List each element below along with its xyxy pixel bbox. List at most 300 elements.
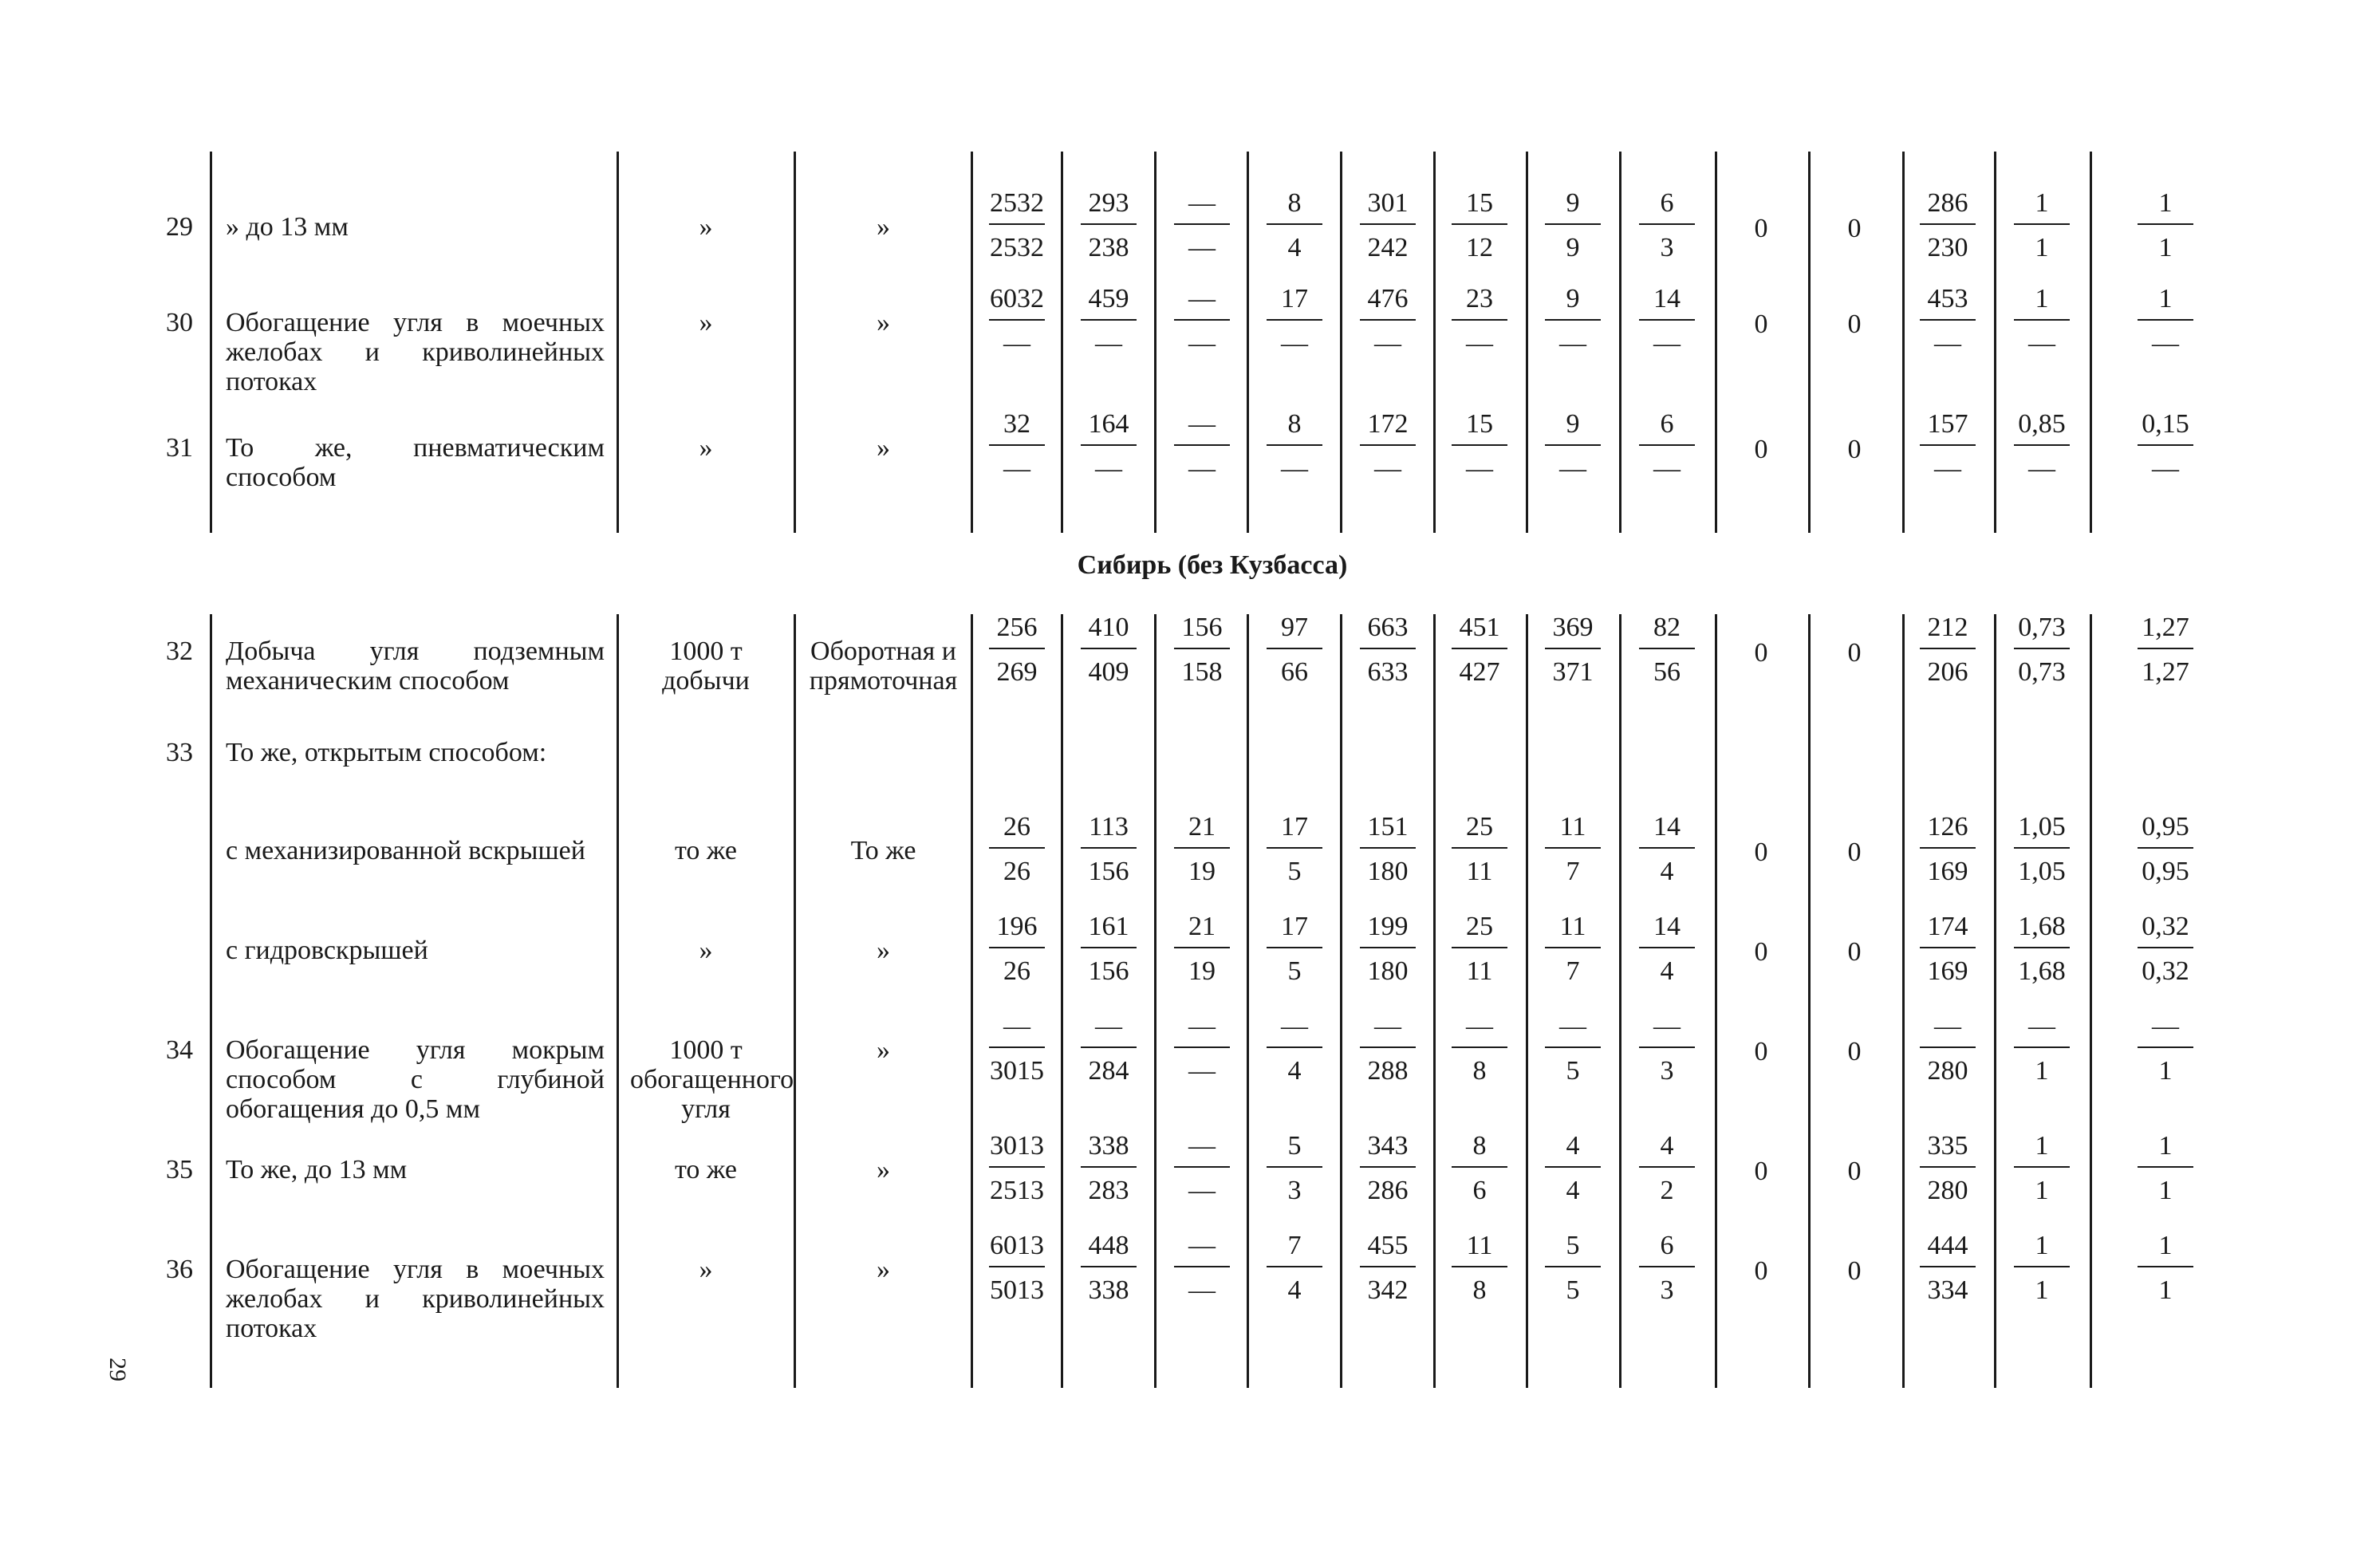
fraction-bar <box>1174 1266 1230 1267</box>
fraction-bar <box>1360 1046 1416 1048</box>
fraction-cell <box>1908 1013 1988 1088</box>
lower-column-rule <box>1061 614 1063 1388</box>
fraction-bar <box>1174 947 1230 948</box>
value-cell: 0 <box>1847 1037 1862 1066</box>
fraction-bar <box>1920 1046 1976 1048</box>
fraction-cell <box>977 1133 1057 1208</box>
numerator: 453 <box>1927 284 1968 313</box>
fraction-cell <box>2002 1013 2082 1088</box>
fraction-bar <box>1081 648 1137 649</box>
fraction-bar <box>1639 947 1695 948</box>
fraction-bar <box>1360 223 1416 225</box>
denominator: — <box>1466 329 1493 358</box>
fraction-bar <box>1545 1046 1601 1048</box>
denominator: — <box>1466 454 1493 483</box>
denominator: 3 <box>1287 1176 1302 1205</box>
value-cell: 0 <box>1754 638 1768 668</box>
value-cell: 0 <box>1754 214 1768 243</box>
value-cell: 0 <box>1754 309 1768 339</box>
fraction-bar <box>1452 223 1507 225</box>
fraction-bar <box>2138 1266 2193 1267</box>
fraction-cell <box>1255 190 1334 265</box>
denominator: 206 <box>1927 657 1968 687</box>
denominator: — <box>1003 454 1030 483</box>
fraction-cell <box>977 614 1057 689</box>
numerator: 0,73 <box>2018 613 2066 642</box>
numerator: 7 <box>1287 1231 1302 1260</box>
numerator: 32 <box>1003 409 1030 439</box>
upper-column-rule <box>794 152 796 533</box>
row-number: 31 <box>166 433 193 463</box>
fraction-bar <box>2014 1046 2070 1048</box>
numerator: 6013 <box>990 1231 1044 1260</box>
denominator: 1 <box>2158 1275 2173 1305</box>
numerator: 3013 <box>990 1131 1044 1161</box>
fraction-cell <box>1255 286 1334 361</box>
numerator: 369 <box>1552 613 1594 642</box>
fraction-bar <box>1174 1166 1230 1168</box>
numerator: 1 <box>2035 188 2049 218</box>
fraction-bar <box>1920 1266 1976 1267</box>
row-unit: » <box>699 1255 713 1284</box>
fraction-cell <box>977 1232 1057 1307</box>
numerator: 2532 <box>990 188 1044 218</box>
fraction-bar <box>2138 223 2193 225</box>
upper-column-rule <box>971 152 973 533</box>
fraction-cell <box>1440 1133 1519 1208</box>
fraction-cell <box>1533 190 1613 265</box>
fraction-bar <box>1639 319 1695 321</box>
numerator: 15 <box>1466 409 1493 439</box>
denominator: 156 <box>1088 956 1129 986</box>
fraction-cell <box>1627 286 1707 361</box>
row-number: 34 <box>166 1035 193 1065</box>
upper-column-rule <box>1247 152 1249 533</box>
fraction-bar <box>2138 319 2193 321</box>
fraction-bar <box>1081 947 1137 948</box>
fraction-cell <box>1162 411 1242 486</box>
fraction-cell <box>1069 1013 1149 1088</box>
fraction-bar <box>1174 648 1230 649</box>
numerator: 343 <box>1367 1131 1409 1161</box>
fraction-bar <box>1545 223 1601 225</box>
fraction-cell <box>1533 411 1613 486</box>
fraction-bar <box>1267 1266 1322 1267</box>
denominator: 371 <box>1552 657 1594 687</box>
fraction-cell <box>977 286 1057 361</box>
denominator: 1 <box>2035 233 2049 262</box>
fraction-bar <box>1639 1046 1695 1048</box>
denominator: — <box>1188 1176 1216 1205</box>
fraction-bar <box>1545 847 1601 849</box>
numerator: 161 <box>1088 912 1129 941</box>
fraction-bar <box>1267 1166 1322 1168</box>
denominator: 5 <box>1566 1275 1580 1305</box>
numerator: 25 <box>1466 812 1493 842</box>
fraction-bar <box>1545 1266 1601 1267</box>
numerator: 1 <box>2035 1231 2049 1260</box>
fraction-bar <box>1360 319 1416 321</box>
upper-column-rule <box>2090 152 2092 533</box>
denominator: 8 <box>1472 1275 1487 1305</box>
fraction-bar <box>1174 847 1230 849</box>
denominator: 156 <box>1088 857 1129 886</box>
fraction-bar <box>1545 444 1601 446</box>
row-unit: » <box>699 212 713 242</box>
denominator: 1 <box>2035 1275 2049 1305</box>
numerator: 5 <box>1566 1231 1580 1260</box>
fraction-cell <box>1348 411 1428 486</box>
denominator: — <box>1188 233 1216 262</box>
numerator: 11 <box>1559 912 1586 941</box>
fraction-cell <box>1908 411 1988 486</box>
value-cell: 0 <box>1847 435 1862 464</box>
fraction-bar <box>2014 1266 2070 1267</box>
numerator: 6032 <box>990 284 1044 313</box>
fraction-cell <box>1908 1133 1988 1208</box>
lower-column-rule <box>1619 614 1621 1388</box>
row-description: с гидровскрышей <box>226 936 428 965</box>
fraction-bar <box>1081 1166 1137 1168</box>
value-cell: 0 <box>1754 937 1768 967</box>
fraction-bar <box>1545 319 1601 321</box>
numerator: 21 <box>1188 812 1216 842</box>
fraction-cell <box>2002 814 2082 889</box>
denominator: — <box>1374 454 1401 483</box>
numerator: — <box>1188 409 1216 439</box>
row-description: Обогащение угля в моечных желобах и криволинейных потоках <box>226 308 605 396</box>
row-description: Обогащение угля в моечных желобах и криволинейных потоках <box>226 1255 605 1343</box>
numerator: — <box>1653 1011 1681 1041</box>
fraction-cell <box>1348 1013 1428 1088</box>
fraction-bar <box>1081 223 1137 225</box>
numerator: 156 <box>1181 613 1223 642</box>
value-cell: 0 <box>1847 1157 1862 1186</box>
denominator: — <box>1281 329 1308 358</box>
denominator: 3015 <box>990 1056 1044 1086</box>
fraction-cell <box>1348 1133 1428 1208</box>
numerator: 11 <box>1559 812 1586 842</box>
fraction-bar <box>1267 223 1322 225</box>
fraction-cell <box>1908 286 1988 361</box>
numerator: 459 <box>1088 284 1129 313</box>
fraction-bar <box>1360 648 1416 649</box>
fraction-bar <box>989 1046 1045 1048</box>
upper-column-rule <box>210 152 212 533</box>
upper-column-rule <box>1154 152 1157 533</box>
fraction-cell <box>1627 411 1707 486</box>
fraction-bar <box>1452 444 1507 446</box>
upper-column-rule <box>1061 152 1063 533</box>
numerator: — <box>1188 188 1216 218</box>
fraction-bar <box>1639 444 1695 446</box>
numerator: 82 <box>1653 613 1681 642</box>
fraction-cell <box>1162 1232 1242 1307</box>
fraction-cell <box>2126 1013 2205 1088</box>
fraction-cell <box>1440 411 1519 486</box>
denominator: 7 <box>1566 956 1580 986</box>
numerator: 9 <box>1566 188 1580 218</box>
row-description: То же, пневматическим способом <box>226 433 605 492</box>
row-unit: то же <box>674 1155 738 1184</box>
value-cell: 0 <box>1847 638 1862 668</box>
row-description: То же, до 13 мм <box>226 1155 408 1184</box>
fraction-bar <box>1360 1266 1416 1267</box>
fraction-cell <box>1069 286 1149 361</box>
denominator: 169 <box>1927 857 1968 886</box>
numerator: 1 <box>2035 1131 2049 1161</box>
denominator: 8 <box>1472 1056 1487 1086</box>
numerator: 1,68 <box>2018 912 2066 941</box>
numerator: 1 <box>2158 284 2173 313</box>
fraction-cell <box>977 1013 1057 1088</box>
fraction-bar <box>989 947 1045 948</box>
denominator: — <box>1003 329 1030 358</box>
fraction-cell <box>1069 1232 1149 1307</box>
numerator: 14 <box>1653 912 1681 941</box>
numerator: — <box>1559 1011 1586 1041</box>
denominator: — <box>1281 454 1308 483</box>
denominator: 2532 <box>990 233 1044 262</box>
fraction-bar <box>2138 444 2193 446</box>
fraction-bar <box>1360 444 1416 446</box>
fraction-bar <box>1174 223 1230 225</box>
lower-column-rule <box>1154 614 1157 1388</box>
numerator: 8 <box>1287 188 1302 218</box>
denominator: 230 <box>1927 233 1968 262</box>
numerator: 256 <box>996 613 1038 642</box>
fraction-bar <box>2138 648 2193 649</box>
fraction-bar <box>989 847 1045 849</box>
value-cell: 0 <box>1754 1157 1768 1186</box>
fraction-bar <box>1452 1046 1507 1048</box>
row-description: Обогащение угля мокрым способом с глубиной обогащения до 0,5 мм <box>226 1035 605 1124</box>
numerator: — <box>1466 1011 1493 1041</box>
fraction-bar <box>1920 847 1976 849</box>
numerator: 17 <box>1281 912 1308 941</box>
fraction-cell <box>2126 614 2205 689</box>
numerator: 335 <box>1927 1131 1968 1161</box>
fraction-cell <box>1908 814 1988 889</box>
fraction-cell <box>1069 411 1149 486</box>
numerator: 301 <box>1367 188 1409 218</box>
row-system: » <box>877 936 890 965</box>
lower-column-rule <box>210 614 212 1388</box>
numerator: 212 <box>1927 613 1968 642</box>
numerator: — <box>1934 1011 1961 1041</box>
fraction-cell <box>1908 1232 1988 1307</box>
numerator: 21 <box>1188 912 1216 941</box>
denominator: 4 <box>1287 1056 1302 1086</box>
lower-column-rule <box>1994 614 1996 1388</box>
numerator: 451 <box>1459 613 1500 642</box>
fraction-bar <box>1639 223 1695 225</box>
denominator: 5 <box>1287 956 1302 986</box>
row-system: » <box>877 1155 890 1184</box>
numerator: 8 <box>1472 1131 1487 1161</box>
denominator: 4 <box>1660 857 1674 886</box>
denominator: — <box>1374 329 1401 358</box>
row-description: с механизированной вскрышей <box>226 836 585 865</box>
numerator: 1 <box>2158 1231 2173 1260</box>
fraction-bar <box>1081 444 1137 446</box>
page-number: 29 <box>104 1358 131 1381</box>
denominator: 4 <box>1566 1176 1580 1205</box>
fraction-cell <box>1440 614 1519 689</box>
denominator: — <box>1559 454 1586 483</box>
fraction-bar <box>1081 1266 1137 1267</box>
fraction-cell <box>1348 190 1428 265</box>
denominator: — <box>2028 454 2055 483</box>
fraction-cell <box>1348 614 1428 689</box>
lower-column-rule <box>1526 614 1528 1388</box>
lower-column-rule <box>2090 614 2092 1388</box>
denominator: — <box>2152 454 2179 483</box>
numerator: 1 <box>2035 284 2049 313</box>
denominator: — <box>1188 1056 1216 1086</box>
fraction-cell <box>977 190 1057 265</box>
numerator: 286 <box>1927 188 1968 218</box>
fraction-cell <box>2002 614 2082 689</box>
fraction-cell <box>2002 1133 2082 1208</box>
row-number: 35 <box>166 1155 193 1184</box>
fraction-bar <box>989 444 1045 446</box>
numerator: 11 <box>1466 1231 1493 1260</box>
value-cell: 0 <box>1847 838 1862 867</box>
row-number: 29 <box>166 212 193 242</box>
fraction-cell <box>1162 190 1242 265</box>
fraction-cell <box>1255 913 1334 988</box>
denominator: 1,27 <box>2142 657 2189 687</box>
fraction-cell <box>1533 1133 1613 1208</box>
fraction-bar <box>1267 648 1322 649</box>
upper-column-rule <box>1340 152 1342 533</box>
denominator: 427 <box>1459 657 1500 687</box>
upper-column-rule <box>1994 152 1996 533</box>
numerator: 9 <box>1566 284 1580 313</box>
fraction-cell <box>2126 913 2205 988</box>
row-system: » <box>877 1035 890 1065</box>
row-number: 36 <box>166 1255 193 1284</box>
fraction-bar <box>1267 847 1322 849</box>
fraction-cell <box>2002 913 2082 988</box>
fraction-bar <box>1920 223 1976 225</box>
denominator: 2 <box>1660 1176 1674 1205</box>
fraction-cell <box>1069 1133 1149 1208</box>
numerator: 455 <box>1367 1231 1409 1260</box>
numerator: 196 <box>996 912 1038 941</box>
row-unit: то же <box>674 836 738 865</box>
fraction-cell <box>1162 1133 1242 1208</box>
row-unit: » <box>699 936 713 965</box>
fraction-bar <box>1639 847 1695 849</box>
fraction-cell <box>1255 1013 1334 1088</box>
denominator: — <box>2028 329 2055 358</box>
denominator: 5 <box>1287 857 1302 886</box>
denominator: 66 <box>1281 657 1308 687</box>
fraction-cell <box>1440 286 1519 361</box>
denominator: 1,68 <box>2018 956 2066 986</box>
fraction-cell <box>2126 190 2205 265</box>
denominator: 4 <box>1660 956 1674 986</box>
fraction-bar <box>989 319 1045 321</box>
numerator: 1 <box>2158 188 2173 218</box>
fraction-bar <box>1081 1046 1137 1048</box>
fraction-cell <box>1440 814 1519 889</box>
denominator: 180 <box>1367 857 1409 886</box>
denominator: — <box>1934 329 1961 358</box>
denominator: 288 <box>1367 1056 1409 1086</box>
row-description: То же, открытым способом: <box>226 738 547 767</box>
numerator: — <box>1095 1011 1122 1041</box>
denominator: 1 <box>2035 1176 2049 1205</box>
upper-column-rule <box>1902 152 1905 533</box>
denominator: — <box>1188 329 1216 358</box>
numerator: 1 <box>2158 1131 2173 1161</box>
numerator: 15 <box>1466 188 1493 218</box>
row-unit: » <box>699 433 713 463</box>
upper-column-rule <box>1808 152 1811 533</box>
fraction-cell <box>1440 913 1519 988</box>
upper-column-rule <box>1715 152 1717 533</box>
row-system: Оборотная и прямоточная <box>809 637 958 696</box>
row-unit: » <box>699 308 713 337</box>
fraction-bar <box>1360 1166 1416 1168</box>
fraction-cell <box>1348 814 1428 889</box>
fraction-bar <box>2014 947 2070 948</box>
fraction-cell <box>1255 1232 1334 1307</box>
lower-column-rule <box>1340 614 1342 1388</box>
denominator: 1 <box>2035 1056 2049 1086</box>
fraction-cell <box>2002 1232 2082 1307</box>
denominator: — <box>1188 1275 1216 1305</box>
fraction-bar <box>2014 1166 2070 1168</box>
fraction-bar <box>1452 1266 1507 1267</box>
fraction-bar <box>2138 1046 2193 1048</box>
numerator: 293 <box>1088 188 1129 218</box>
numerator: 6 <box>1660 188 1674 218</box>
fraction-bar <box>1174 444 1230 446</box>
fraction-cell <box>1627 814 1707 889</box>
fraction-cell <box>1533 913 1613 988</box>
numerator: 410 <box>1088 613 1129 642</box>
fraction-cell <box>1348 913 1428 988</box>
numerator: 5 <box>1287 1131 1302 1161</box>
lower-column-rule <box>1902 614 1905 1388</box>
numerator: 448 <box>1088 1231 1129 1260</box>
fraction-cell <box>1627 913 1707 988</box>
numerator: 17 <box>1281 812 1308 842</box>
fraction-bar <box>1452 648 1507 649</box>
denominator: 0,73 <box>2018 657 2066 687</box>
denominator: 1 <box>2158 233 2173 262</box>
row-number: 32 <box>166 637 193 666</box>
fraction-bar <box>1452 947 1507 948</box>
numerator: 172 <box>1367 409 1409 439</box>
fraction-cell <box>2002 286 2082 361</box>
denominator: 286 <box>1367 1176 1409 1205</box>
row-description: » до 13 мм <box>226 212 349 242</box>
denominator: — <box>2152 329 2179 358</box>
upper-column-rule <box>617 152 619 533</box>
fraction-cell <box>2126 814 2205 889</box>
fraction-bar <box>2138 947 2193 948</box>
fraction-cell <box>1908 913 1988 988</box>
fraction-cell <box>977 913 1057 988</box>
row-unit: 1000 т добычи <box>662 637 750 696</box>
denominator: 19 <box>1188 956 1216 986</box>
numerator: 14 <box>1653 812 1681 842</box>
